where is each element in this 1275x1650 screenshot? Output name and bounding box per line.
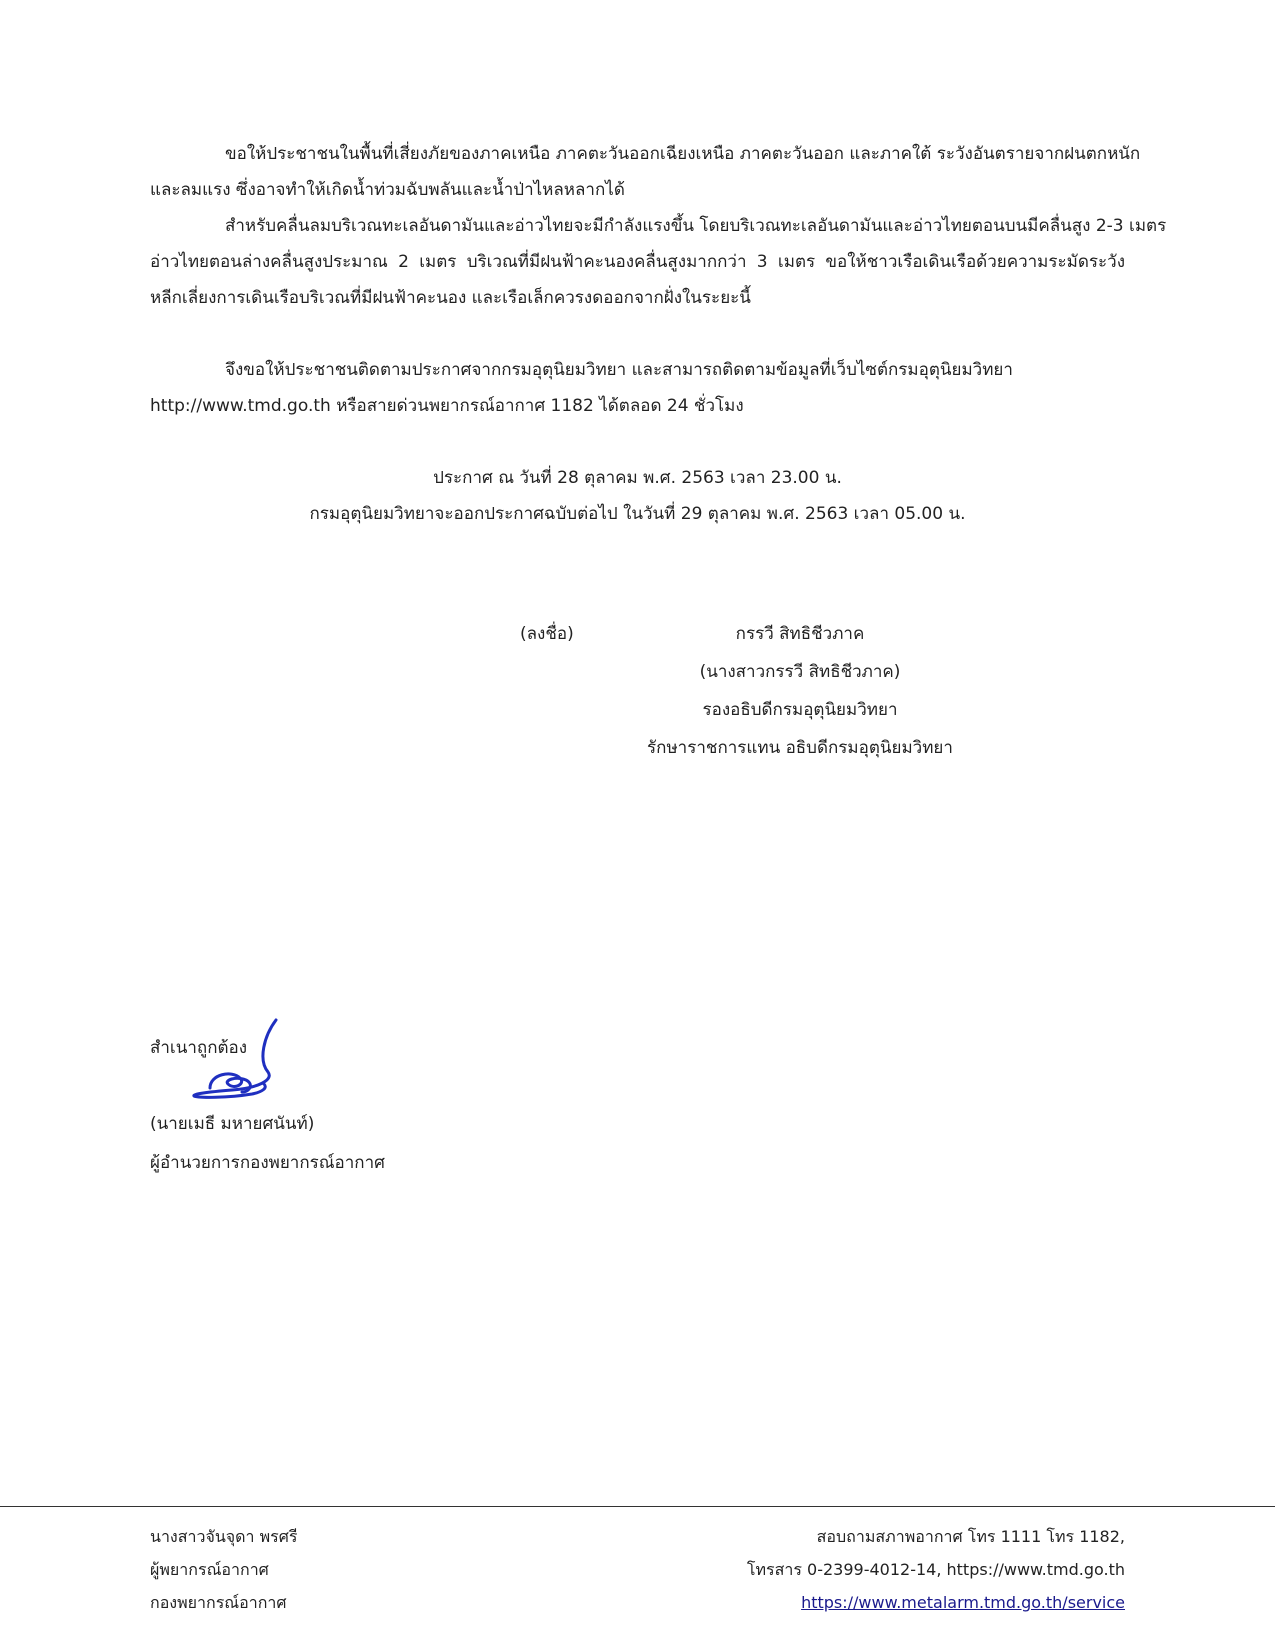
para1-line2: และลมแรง ซึ่งอาจทำให้เกิดน้ำท่วมฉับพลันและน้ำป่าไหลหลากได้ <box>150 180 625 200</box>
forecaster-name: นางสาวจันจุดา พรศรี <box>150 1527 298 1546</box>
contact-phone: สอบถามสภาพอากาศ โทร 1111 โทร 1182, <box>816 1527 1125 1546</box>
service-link[interactable]: https://www.metalarm.tmd.go.th/service <box>801 1593 1125 1612</box>
forecaster-division: กองพยากรณ์อากาศ <box>150 1593 287 1612</box>
certified-position: ผู้อำนวยการกองพยากรณ์อากาศ <box>150 1153 385 1173</box>
certified-label: สำเนาถูกต้อง <box>150 1038 248 1058</box>
signatory-block <box>600 615 1000 767</box>
certified-name: (นายเมธี มหายศนันท์) <box>150 1114 315 1134</box>
para2-line2: อ่าวไทยตอนล่างคลื่นสูงประมาณ 2 เมตร บริเวณที่มีฝนฟ้าคะนองคลื่นสูงมากกว่า 3 เมตร ขอให้ชาวเรือเดินเรือด้วยความระมัดระวัง <box>150 252 1125 272</box>
handwritten-signature <box>188 1018 288 1108</box>
para1-line1: ขอให้ประชาชนในพื้นที่เสี่ยงภัยของภาคเหนือ ภาคตะวันออกเฉียงเหนือ ภาคตะวันออก และภาคใต้ ระวังอันตรายจากฝนตกหนัก <box>225 144 1141 164</box>
para3-line2: http://www.tmd.go.th หรือสายด่วนพยากรณ์อากาศ 1182 ได้ตลอด 24 ชั่วโมง <box>150 396 744 416</box>
signatory-full-name: (นางสาวกรรวี สิทธิชีวภาค) <box>699 662 901 682</box>
para2-line1: สำหรับคลื่นลมบริเวณทะเลอันดามันและอ่าวไทยจะมีกำลังแรงขึ้น โดยบริเวณทะเลอันดามันและอ่าวไทยตอนบนมีคลื่นสูง 2-3 เมตร <box>225 216 1167 236</box>
signatory-position: รองอธิบดีกรมอุตุนิยมวิทยา <box>702 700 898 720</box>
signatory-label: (ลงชื่อ) <box>520 624 574 644</box>
signatory-acting: รักษาราชการแทน อธิบดีกรมอุตุนิยมวิทยา <box>647 738 953 758</box>
announcement-issued: ประกาศ ณ วันที่ 28 ตุลาคม พ.ศ. 2563 เวลา 23.00 น. <box>433 468 842 488</box>
para3-line1: จึงขอให้ประชาชนติดตามประกาศจากกรมอุตุนิยมวิทยา และสามารถติดตามข้อมูลที่เว็บไซต์กรมอุตุนิยมวิทยา <box>225 360 1013 380</box>
signatory-name: กรรวี สิทธิชีวภาค <box>735 624 865 644</box>
footer-divider <box>0 1506 1275 1507</box>
forecaster-role: ผู้พยากรณ์อากาศ <box>150 1560 269 1579</box>
contact-fax-website: โทรสาร 0-2399-4012-14, https://www.tmd.go.th <box>746 1560 1125 1579</box>
announcement-next: กรมอุตุนิยมวิทยาจะออกประกาศฉบับต่อไป ในวันที่ 29 ตุลาคม พ.ศ. 2563 เวลา 05.00 น. <box>309 504 966 524</box>
para2-line3: หลีกเลี่ยงการเดินเรือบริเวณที่มีฝนฟ้าคะนอง และเรือเล็กควรงดออกจากฝั่งในระยะนี้ <box>150 288 751 308</box>
